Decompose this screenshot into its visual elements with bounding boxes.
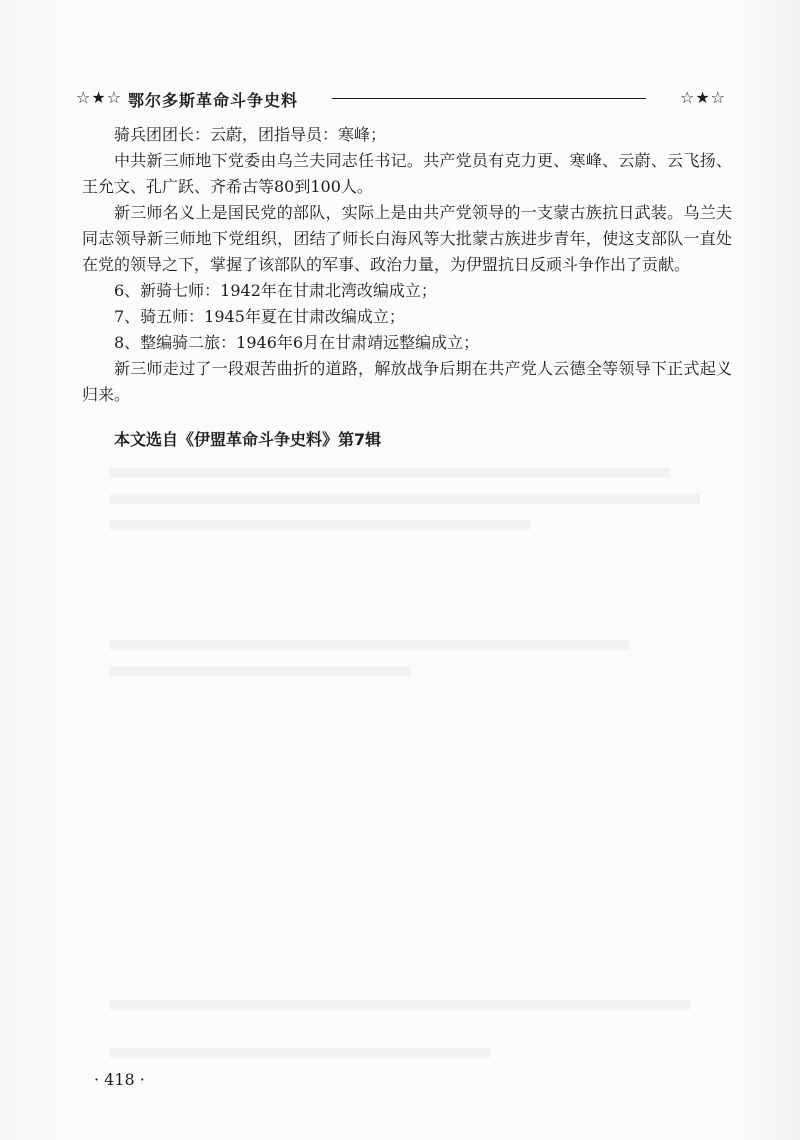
- source-note: 本文选自《伊盟革命斗争史料》第7辑: [114, 430, 382, 449]
- header-rule: [332, 98, 646, 99]
- bleed-through-mark: [110, 468, 670, 478]
- paragraph: 8、整编骑二旅：1946年6月在甘肃靖远整编成立；: [114, 333, 480, 352]
- paragraph: 骑兵团团长：云蔚，团指导员：寒峰；: [114, 125, 387, 144]
- running-header: [76, 88, 726, 110]
- bleed-through-mark: [110, 520, 530, 530]
- paragraph: 中共新三师地下党委由乌兰夫同志任书记。共产党员有克力更、寒峰、云蔚、云飞扬、王允文、孔广跃、齐希古等80到100人。: [82, 151, 732, 196]
- bleed-through-mark: [110, 494, 700, 504]
- running-title: 鄂尔多斯革命斗争史料: [128, 91, 299, 110]
- paragraph: 新三师走过了一段艰苦曲折的道路，解放战争后期在共产党人云德全等领导下正式起义归来。: [82, 359, 732, 404]
- body-text: [82, 122, 732, 408]
- bleed-through-mark: [110, 1048, 490, 1058]
- paragraph: 6、新骑七师：1942年在甘肃北湾改编成立；: [114, 281, 437, 300]
- star-ornament-icon: ☆★☆: [679, 88, 726, 107]
- paragraph: 7、骑五师：1945年夏在甘肃改编成立；: [114, 307, 405, 326]
- star-ornament-icon: ☆★☆: [76, 88, 123, 107]
- bleed-through-mark: [110, 1000, 690, 1010]
- page-number: · 418 ·: [94, 1070, 145, 1089]
- bleed-through-mark: [110, 666, 410, 676]
- paragraph: 新三师名义上是国民党的部队，实际上是由共产党领导的一支蒙古族抗日武装。乌兰夫同志领导新三师地下党组织，团结了师长白海风等大批蒙古族进步青年，使这支部队一直处在党的领导之下，掌握了该部队的军事、政治力量，为伊盟抗日反顽斗争作出了贡献。: [82, 203, 732, 274]
- bleed-through-mark: [110, 640, 630, 650]
